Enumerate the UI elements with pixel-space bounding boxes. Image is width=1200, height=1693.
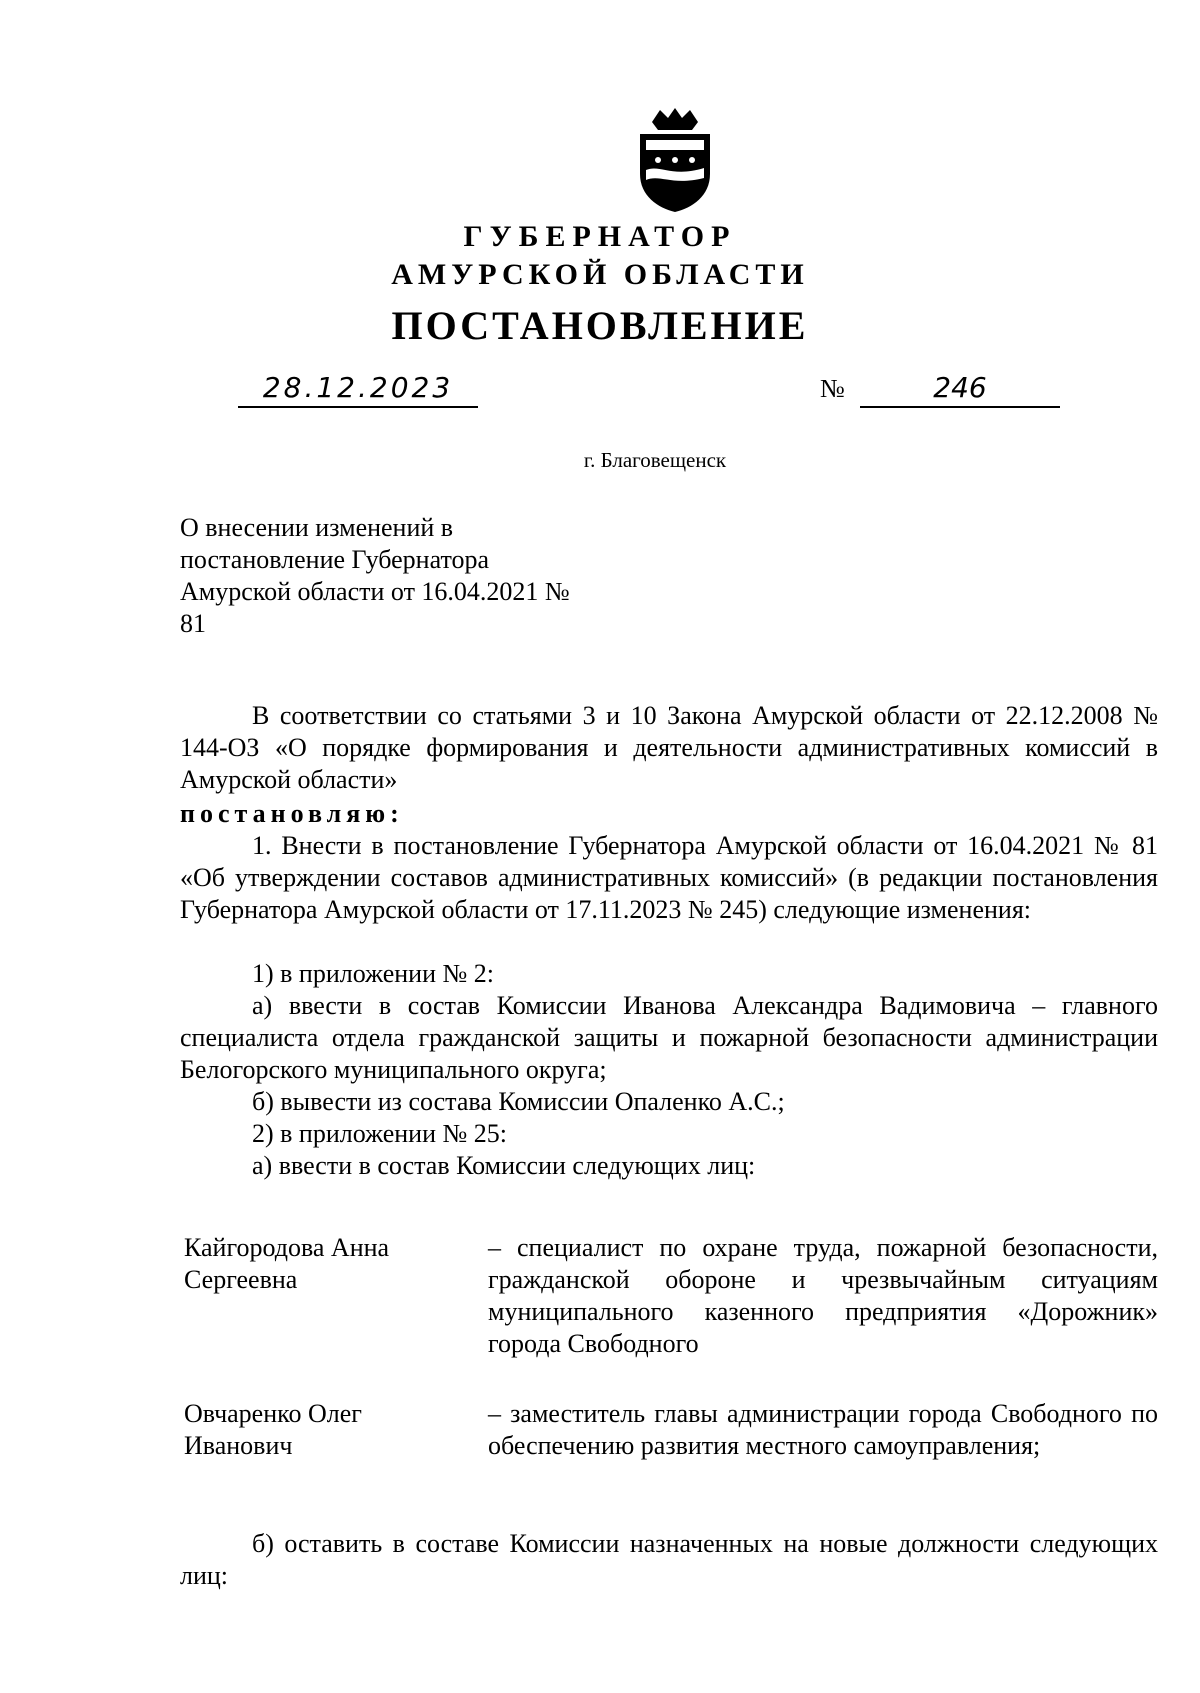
header-governor: ГУБЕРНАТОР [463, 220, 737, 253]
subitem-2-heading: 2) в приложении № 25: [252, 1119, 508, 1148]
subitem-2b-paragraph: б) оставить в составе Комиссии назначенных на новые должности следующих лиц: [180, 1529, 1158, 1590]
person-role: – специалист по охране труда, пожарной безопасности, гражданской обороне и чрезвычайным ситуациям муниципального казенного предприятия «Дорожник» города Свободного [488, 1233, 1158, 1358]
person-name: Кайгородова Анна Сергеевна [184, 1233, 390, 1294]
document-subject: О внесении изменений в постановление Губернатора Амурской области от 16.04.2021 № 81 [180, 513, 570, 638]
document-date: 28.12.2023 [238, 370, 478, 408]
subitem-1a-paragraph: а) ввести в состав Комиссии Иванова Александра Вадимовича – главного специалиста отдела гражданской защиты и пожарной безопасности администрации Белогорского муниципального округа; [180, 991, 1158, 1084]
subitem-1b-paragraph: б) вывести из состава Комиссии Опаленко А.С.; [252, 1087, 785, 1116]
header-region: АМУРСКОЙ ОБЛАСТИ [391, 258, 809, 291]
amur-region-coat-of-arms-icon [632, 108, 718, 212]
document-type-title: ПОСТАНОВЛЕНИЕ [391, 303, 809, 348]
subitem-1-heading: 1) в приложении № 2: [252, 959, 495, 988]
person-role: – заместитель главы администрации города Свободного по обеспечению развития местного самоуправления; [488, 1399, 1158, 1460]
item-1-paragraph: 1. Внести в постановление Губернатора Амурской области от 16.04.2021 № 81 «Об утверждении составов административных комиссий» (в редакции постановления Губернатора Амурской области от 17.11.2023 № 245) следующие изменения: [180, 831, 1158, 924]
subitem-2a-paragraph: а) ввести в состав Комиссии следующих лиц: [252, 1151, 756, 1180]
person-name: Овчаренко Олег Иванович [184, 1399, 362, 1460]
city-line: г. Благовещенск [583, 448, 727, 472]
decree-word: постановляю: [180, 799, 404, 828]
preamble-paragraph: В соответствии со статьями 3 и 10 Закона Амурской области от 22.12.2008 № 144-ОЗ «О порядке формирования и деятельности административных комиссий в Амурской области» [180, 701, 1158, 794]
document-number: 246 [860, 370, 1060, 408]
number-sign: № [820, 374, 845, 403]
